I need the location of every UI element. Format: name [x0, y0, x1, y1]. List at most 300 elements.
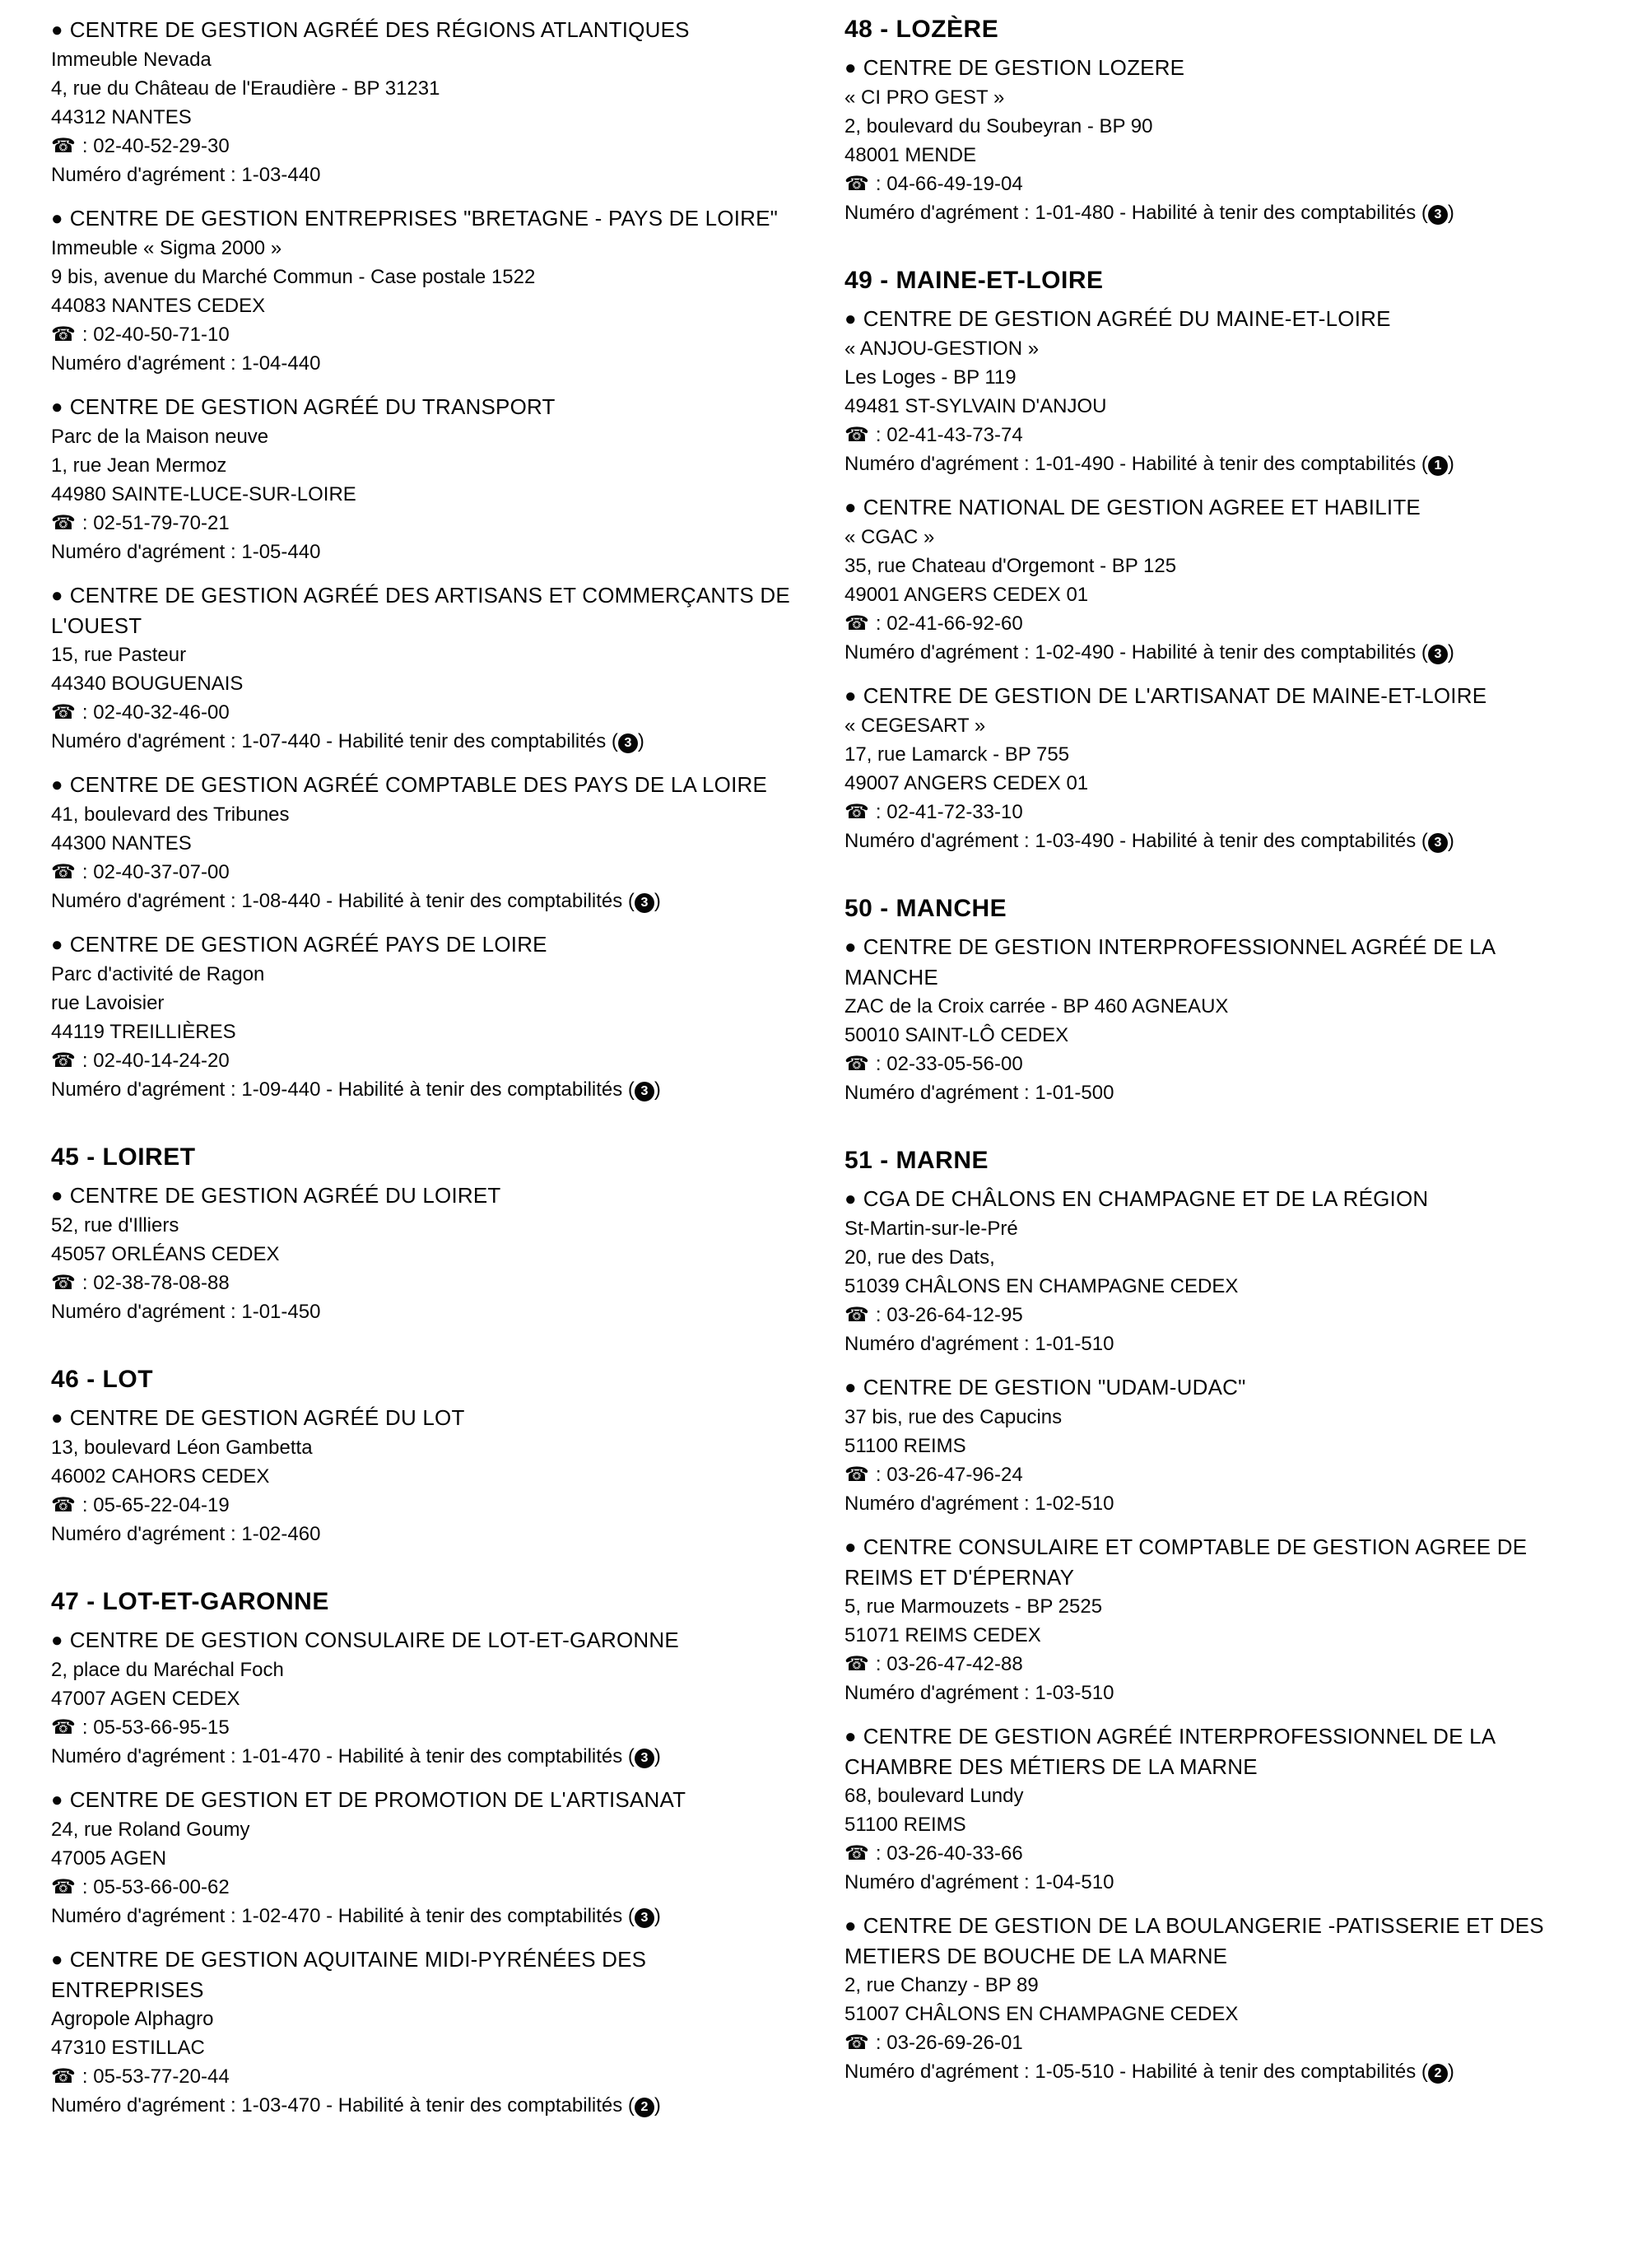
- phone-line: [51, 1491, 792, 1520]
- phone-line: [844, 1050, 1585, 1078]
- habilitation-close: ): [654, 2094, 661, 2117]
- habilitation-number-icon: 3: [1428, 205, 1448, 225]
- habilitation-number-icon: 3: [1428, 833, 1448, 853]
- entry-name-line: [844, 1532, 1585, 1592]
- department-heading: 49 - MAINE-ET-LOIRE: [844, 267, 1104, 294]
- address-line: 44119 TREILLIÈRES: [51, 1021, 236, 1043]
- agreement-label: Numéro d'agrément :: [51, 1523, 236, 1545]
- phone-line: [51, 320, 792, 349]
- department-section: [51, 1143, 792, 1327]
- entry-name: CENTRE DE GESTION ET DE PROMOTION DE L'ARTISANAT: [69, 1787, 686, 1812]
- address-line: 5, rue Marmouzets - BP 2525: [844, 1595, 1103, 1618]
- directory-entry: [844, 304, 1585, 479]
- habilitation-number-icon: 3: [1428, 645, 1448, 664]
- agreement-line: [844, 1868, 1585, 1898]
- directory-entry: [51, 15, 792, 190]
- right-column: [844, 15, 1585, 2125]
- bullet-icon: ●: [844, 308, 857, 330]
- left-sections: [51, 1143, 792, 2121]
- bullet-icon: ●: [51, 1185, 63, 1207]
- bullet-icon: ●: [51, 1407, 63, 1429]
- department-heading: 46 - LOT: [51, 1366, 154, 1393]
- entry-name: CENTRE DE GESTION DE LA BOULANGERIE -PATISSERIE ET DES METIERS DE BOUCHE DE LA MARNE: [844, 1913, 1544, 1968]
- habilitation-close: ): [1447, 2061, 1454, 2083]
- address-line: 49481 ST-SYLVAIN D'ANJOU: [844, 395, 1107, 417]
- agreement-line: [51, 349, 792, 379]
- agreement-number: 1-02-510: [1035, 1493, 1114, 1515]
- agreement-label: Numéro d'agrément :: [51, 730, 236, 752]
- bullet-icon: ●: [51, 1789, 63, 1811]
- directory-entry: [844, 1911, 1585, 2087]
- phone-line: [51, 1873, 792, 1902]
- address-line: 45057 ORLÉANS CEDEX: [51, 1243, 280, 1265]
- phone-line: [844, 1650, 1585, 1679]
- entry-name: CENTRE DE GESTION AQUITAINE MIDI-PYRÉNÉES DES ENTREPRISES: [51, 1947, 647, 2002]
- address-line: Les Loges - BP 119: [844, 366, 1017, 389]
- address-line: 44980 SAINTE-LUCE-SUR-LOIRE: [51, 483, 356, 505]
- agreement-line: [844, 1330, 1585, 1359]
- address-line: 51039 CHÂLONS EN CHAMPAGNE CEDEX: [844, 1275, 1239, 1297]
- entry-name: CENTRE DE GESTION AGRÉÉ DU TRANSPORT: [69, 394, 556, 419]
- entry-name-line: [844, 1372, 1585, 1403]
- entry-name: CENTRE DE GESTION AGRÉÉ INTERPROFESSIONNEL DE LA CHAMBRE DES MÉTIERS DE LA MARNE: [844, 1724, 1495, 1779]
- phone-icon: ☎: [51, 135, 76, 157]
- phone-icon: ☎: [51, 2065, 76, 2088]
- bullet-icon: ●: [51, 1629, 63, 1651]
- habilitation-number-icon: 3: [635, 1908, 654, 1928]
- agreement-label: Numéro d'agrément :: [51, 1301, 236, 1323]
- department-continuation: [51, 15, 792, 1105]
- agreement-label: Numéro d'agrément :: [51, 352, 236, 375]
- phone-line: [844, 1839, 1585, 1868]
- phone-line: [51, 509, 792, 538]
- agreement-line: [51, 887, 792, 916]
- agreement-label: Numéro d'agrément :: [844, 1333, 1030, 1355]
- left-intro-entries: [51, 15, 792, 1105]
- entry-name: CGA DE CHÂLONS EN CHAMPAGNE ET DE LA RÉGION: [863, 1186, 1429, 1211]
- directory-entry: [51, 580, 792, 757]
- address-line: Agropole Alphagro: [51, 2008, 214, 2030]
- phone-line: [51, 858, 792, 887]
- phone-number: : 05-65-22-04-19: [81, 1494, 230, 1516]
- directory-entry: [844, 1372, 1585, 1519]
- agreement-label: Numéro d'agrément :: [51, 164, 236, 186]
- agreement-number: 1-02-470 - Habilité à tenir des comptabilités (: [241, 1905, 635, 1927]
- directory-entry: [51, 770, 792, 916]
- address-line: Immeuble Nevada: [51, 49, 212, 71]
- phone-number: : 05-53-77-20-44: [81, 2065, 230, 2088]
- phone-icon: ☎: [844, 1842, 869, 1865]
- directory-entry: [51, 1785, 792, 1931]
- entry-name-line: [844, 53, 1585, 83]
- phone-line: [844, 421, 1585, 449]
- entry-name: CENTRE DE GESTION INTERPROFESSIONNEL AGRÉÉ DE LA MANCHE: [844, 934, 1495, 990]
- phone-number: : 02-40-14-24-20: [81, 1050, 230, 1072]
- agreement-line: [844, 1078, 1585, 1108]
- address-line: Immeuble « Sigma 2000 »: [51, 237, 282, 259]
- phone-number: : 03-26-69-26-01: [875, 2032, 1023, 2054]
- entry-name: CENTRE DE GESTION LOZERE: [863, 55, 1185, 80]
- agreement-line: [51, 538, 792, 567]
- phone-line: [51, 1046, 792, 1075]
- phone-number: : 02-51-79-70-21: [81, 512, 230, 534]
- habilitation-close: ): [654, 1905, 661, 1927]
- address-line: 37 bis, rue des Capucins: [844, 1406, 1063, 1428]
- address-line: « ANJOU-GESTION »: [844, 338, 1040, 360]
- address-line: 2, rue Chanzy - BP 89: [844, 1974, 1039, 1996]
- agreement-number: 1-05-510 - Habilité à tenir des comptabilités (: [1035, 2061, 1428, 2083]
- bullet-icon: ●: [844, 1536, 857, 1558]
- entry-name-line: [51, 770, 792, 800]
- agreement-number: 1-01-450: [241, 1301, 321, 1323]
- phone-line: [844, 2028, 1585, 2057]
- phone-number: : 03-26-47-96-24: [875, 1464, 1023, 1486]
- directory-entry: [844, 1184, 1585, 1359]
- agreement-number: 1-01-470 - Habilité à tenir des comptabilités (: [241, 1745, 635, 1767]
- directory-entry: [844, 53, 1585, 228]
- address-line: 51007 CHÂLONS EN CHAMPAGNE CEDEX: [844, 2003, 1239, 2025]
- entry-name-line: [51, 1403, 792, 1433]
- entry-name: CENTRE DE GESTION AGRÉÉ DES RÉGIONS ATLANTIQUES: [69, 17, 690, 42]
- agreement-number: 1-01-480 - Habilité à tenir des comptabilités (: [1035, 202, 1428, 224]
- phone-line: [51, 2062, 792, 2091]
- bullet-icon: ●: [51, 207, 63, 230]
- entry-name-line: [844, 1721, 1585, 1781]
- agreement-label: Numéro d'agrément :: [51, 1905, 236, 1927]
- entry-name: CENTRE DE GESTION DE L'ARTISANAT DE MAINE-ET-LOIRE: [863, 683, 1487, 708]
- department-section: [844, 894, 1585, 1108]
- agreement-number: 1-03-490 - Habilité à tenir des comptabilités (: [1035, 830, 1428, 852]
- address-line: 47007 AGEN CEDEX: [51, 1688, 240, 1710]
- phone-icon: ☎: [51, 1272, 76, 1294]
- agreement-number: 1-05-440: [241, 541, 321, 563]
- address-line: « CI PRO GEST »: [844, 86, 1005, 109]
- phone-line: [844, 798, 1585, 827]
- directory-entry: [844, 1721, 1585, 1898]
- address-line: 44340 BOUGUENAIS: [51, 673, 244, 695]
- bullet-icon: ●: [844, 1188, 857, 1210]
- bullet-icon: ●: [51, 19, 63, 41]
- phone-number: : 02-41-43-73-74: [875, 424, 1023, 446]
- agreement-label: Numéro d'agrément :: [51, 2094, 236, 2117]
- directory-entry: [51, 1625, 792, 1772]
- entry-name-line: [844, 932, 1585, 992]
- habilitation-number-icon: 3: [635, 893, 654, 913]
- phone-number: : 03-26-64-12-95: [875, 1304, 1023, 1326]
- directory-entry: [51, 1181, 792, 1327]
- phone-number: : 05-53-66-00-62: [81, 1876, 230, 1898]
- entry-name-line: [51, 15, 792, 45]
- phone-number: : 02-33-05-56-00: [875, 1053, 1023, 1075]
- address-line: 51071 REIMS CEDEX: [844, 1624, 1041, 1646]
- entry-name-line: [844, 304, 1585, 334]
- directory-entry: [51, 1944, 792, 2121]
- agreement-label: Numéro d'agrément :: [51, 890, 236, 912]
- phone-number: : 03-26-40-33-66: [875, 1842, 1023, 1865]
- agreement-line: [51, 1902, 792, 1931]
- habilitation-close: ): [1447, 453, 1454, 475]
- address-line: 68, boulevard Lundy: [844, 1785, 1024, 1807]
- entry-name-line: [51, 929, 792, 960]
- agreement-number: 1-01-510: [1035, 1333, 1114, 1355]
- address-line: 44312 NANTES: [51, 106, 192, 128]
- agreement-number: 1-04-440: [241, 352, 321, 375]
- address-line: 13, boulevard Léon Gambetta: [51, 1437, 313, 1459]
- agreement-line: [51, 1520, 792, 1549]
- entry-name: CENTRE NATIONAL DE GESTION AGREE ET HABILITE: [863, 495, 1421, 519]
- agreement-label: Numéro d'agrément :: [844, 2061, 1030, 2083]
- department-heading: 50 - MANCHE: [844, 895, 1007, 922]
- directory-entry: [51, 929, 792, 1105]
- phone-icon: ☎: [51, 1876, 76, 1898]
- address-line: 17, rue Lamarck - BP 755: [844, 743, 1070, 766]
- address-line: 48001 MENDE: [844, 144, 977, 166]
- department-section: [51, 1365, 792, 1549]
- department-heading: 47 - LOT-ET-GARONNE: [51, 1588, 329, 1615]
- address-line: 24, rue Roland Goumy: [51, 1819, 250, 1841]
- phone-icon: ☎: [51, 1494, 76, 1516]
- address-line: 52, rue d'Illiers: [51, 1214, 179, 1236]
- agreement-line: [844, 827, 1585, 856]
- directory-entry: [844, 681, 1585, 856]
- entry-name-line: [51, 203, 792, 234]
- agreement-number: 1-07-440 - Habilité tenir des comptabilités (: [241, 730, 618, 752]
- address-line: « CEGESART »: [844, 715, 986, 737]
- phone-line: [844, 1460, 1585, 1489]
- phone-number: : 02-40-32-46-00: [81, 701, 230, 724]
- agreement-label: Numéro d'agrément :: [844, 1493, 1030, 1515]
- directory-entry: [844, 492, 1585, 668]
- phone-icon: ☎: [51, 1050, 76, 1072]
- agreement-line: [51, 1297, 792, 1327]
- entry-name: CENTRE DE GESTION AGRÉÉ DU LOIRET: [69, 1183, 501, 1208]
- agreement-line: [51, 161, 792, 190]
- habilitation-close: ): [1447, 830, 1454, 852]
- habilitation-number-icon: 3: [618, 733, 638, 753]
- address-line: Parc de la Maison neuve: [51, 426, 269, 448]
- agreement-number: 1-03-440: [241, 164, 321, 186]
- directory-entry: [844, 1532, 1585, 1708]
- agreement-line: [844, 638, 1585, 668]
- entry-name-line: [844, 492, 1585, 523]
- agreement-label: Numéro d'agrément :: [51, 1745, 236, 1767]
- entry-name: CENTRE DE GESTION AGRÉÉ DU MAINE-ET-LOIRE: [863, 306, 1391, 331]
- phone-icon: ☎: [51, 1716, 76, 1739]
- address-line: 47310 ESTILLAC: [51, 2037, 205, 2059]
- agreement-label: Numéro d'agrément :: [844, 1871, 1030, 1893]
- phone-icon: ☎: [844, 1304, 869, 1326]
- habilitation-close: ): [637, 730, 644, 752]
- bullet-icon: ●: [51, 934, 63, 956]
- entry-name: CENTRE DE GESTION AGRÉÉ PAYS DE LOIRE: [69, 932, 547, 957]
- entry-name-line: [51, 1944, 792, 2005]
- address-line: 51100 REIMS: [844, 1814, 966, 1836]
- agreement-label: Numéro d'agrément :: [844, 641, 1030, 664]
- entry-name: CENTRE DE GESTION AGRÉÉ DES ARTISANS ET COMMERÇANTS DE L'OUEST: [51, 583, 790, 638]
- bullet-icon: ●: [844, 496, 857, 519]
- department-section: [844, 15, 1585, 228]
- phone-icon: ☎: [844, 612, 869, 635]
- address-line: rue Lavoisier: [51, 992, 165, 1014]
- phone-line: [844, 609, 1585, 638]
- address-line: 41, boulevard des Tribunes: [51, 803, 290, 826]
- habilitation-close: ): [1447, 202, 1454, 224]
- habilitation-close: ): [654, 1078, 661, 1101]
- bullet-icon: ●: [844, 1376, 857, 1399]
- phone-icon: ☎: [51, 861, 76, 883]
- agreement-number: 1-03-470 - Habilité à tenir des comptabilités (: [241, 2094, 635, 2117]
- agreement-line: [844, 449, 1585, 479]
- bullet-icon: ●: [844, 57, 857, 79]
- right-sections: [844, 15, 1585, 2087]
- address-line: St-Martin-sur-le-Pré: [844, 1218, 1018, 1240]
- address-line: « CGAC »: [844, 526, 935, 548]
- agreement-label: Numéro d'agrément :: [51, 541, 236, 563]
- directory-entry: [51, 1403, 792, 1549]
- address-line: 2, boulevard du Soubeyran - BP 90: [844, 115, 1153, 137]
- bullet-icon: ●: [51, 774, 63, 796]
- phone-number: : 02-40-50-71-10: [81, 324, 230, 346]
- directory-page: [51, 15, 1598, 2254]
- entry-name: CENTRE CONSULAIRE ET COMPTABLE DE GESTION AGREE DE REIMS ET D'ÉPERNAY: [844, 1535, 1528, 1590]
- agreement-number: 1-04-510: [1035, 1871, 1114, 1893]
- habilitation-number-icon: 3: [635, 1749, 654, 1768]
- phone-line: [51, 1713, 792, 1742]
- directory-entry: [51, 392, 792, 567]
- agreement-number: 1-01-500: [1035, 1082, 1114, 1104]
- entry-name-line: [51, 1785, 792, 1815]
- agreement-number: 1-09-440 - Habilité à tenir des comptabilités (: [241, 1078, 635, 1101]
- address-line: 1, rue Jean Mermoz: [51, 454, 227, 477]
- agreement-number: 1-02-460: [241, 1523, 321, 1545]
- bullet-icon: ●: [51, 584, 63, 607]
- department-section: [51, 1587, 792, 2121]
- department-heading: 48 - LOZÈRE: [844, 16, 999, 43]
- agreement-number: 1-02-490 - Habilité à tenir des comptabilités (: [1035, 641, 1428, 664]
- address-line: 4, rue du Château de l'Eraudière - BP 31231: [51, 77, 440, 100]
- address-line: 9 bis, avenue du Marché Commun - Case postale 1522: [51, 266, 536, 288]
- agreement-label: Numéro d'agrément :: [844, 202, 1030, 224]
- agreement-label: Numéro d'agrément :: [51, 1078, 236, 1101]
- habilitation-number-icon: 2: [1428, 2064, 1448, 2084]
- phone-number: : 02-40-52-29-30: [81, 135, 230, 157]
- bullet-icon: ●: [51, 1949, 63, 1971]
- agreement-line: [51, 2091, 792, 2121]
- agreement-number: 1-08-440 - Habilité à tenir des comptabilités (: [241, 890, 635, 912]
- phone-number: : 03-26-47-42-88: [875, 1653, 1023, 1675]
- entry-name-line: [844, 1184, 1585, 1214]
- phone-icon: ☎: [844, 2032, 869, 2054]
- phone-icon: ☎: [51, 701, 76, 724]
- bullet-icon: ●: [844, 1915, 857, 1937]
- phone-icon: ☎: [844, 1653, 869, 1675]
- entry-name: CENTRE DE GESTION AGRÉÉ COMPTABLE DES PAYS DE LA LOIRE: [69, 772, 768, 797]
- address-line: ZAC de la Croix carrée - BP 460 AGNEAUX: [844, 995, 1229, 1018]
- entry-name-line: [844, 1911, 1585, 1971]
- address-line: 15, rue Pasteur: [51, 644, 187, 666]
- address-line: 44083 NANTES CEDEX: [51, 295, 266, 317]
- phone-icon: ☎: [51, 512, 76, 534]
- address-line: 46002 CAHORS CEDEX: [51, 1465, 270, 1488]
- agreement-label: Numéro d'agrément :: [844, 1682, 1030, 1704]
- agreement-line: [844, 198, 1585, 228]
- entry-name-line: [51, 1625, 792, 1656]
- directory-entry: [51, 203, 792, 379]
- entry-name-line: [844, 681, 1585, 711]
- phone-line: [844, 1301, 1585, 1330]
- phone-number: : 02-41-66-92-60: [875, 612, 1023, 635]
- bullet-icon: ●: [51, 396, 63, 418]
- bullet-icon: ●: [844, 685, 857, 707]
- address-line: 50010 SAINT-LÔ CEDEX: [844, 1024, 1069, 1046]
- entry-name: CENTRE DE GESTION "UDAM-UDAC": [863, 1375, 1246, 1399]
- agreement-label: Numéro d'agrément :: [844, 830, 1030, 852]
- address-line: 20, rue des Dats,: [844, 1246, 995, 1269]
- habilitation-number-icon: 3: [635, 1082, 654, 1101]
- habilitation-number-icon: 2: [635, 2098, 654, 2117]
- address-line: 49007 ANGERS CEDEX 01: [844, 772, 1089, 794]
- department-heading: 51 - MARNE: [844, 1147, 989, 1174]
- phone-number: : 04-66-49-19-04: [875, 173, 1023, 195]
- habilitation-close: ): [654, 890, 661, 912]
- entry-name-line: [51, 392, 792, 422]
- phone-number: : 02-41-72-33-10: [875, 801, 1023, 823]
- agreement-line: [844, 1489, 1585, 1519]
- habilitation-close: ): [654, 1745, 661, 1767]
- phone-number: : 02-38-78-08-88: [81, 1272, 230, 1294]
- phone-line: [844, 170, 1585, 198]
- agreement-line: [844, 2057, 1585, 2087]
- left-column: [51, 15, 792, 2159]
- department-section: [844, 266, 1585, 856]
- phone-line: [51, 132, 792, 161]
- entry-name: CENTRE DE GESTION AGRÉÉ DU LOT: [69, 1405, 465, 1430]
- agreement-label: Numéro d'agrément :: [844, 453, 1030, 475]
- phone-number: : 02-40-37-07-00: [81, 861, 230, 883]
- entry-name: CENTRE DE GESTION ENTREPRISES "BRETAGNE - PAYS DE LOIRE": [69, 206, 779, 231]
- agreement-label: Numéro d'agrément :: [844, 1082, 1030, 1104]
- phone-icon: ☎: [844, 1053, 869, 1075]
- entry-name: CENTRE DE GESTION CONSULAIRE DE LOT-ET-GARONNE: [69, 1628, 679, 1652]
- address-line: 49001 ANGERS CEDEX 01: [844, 584, 1089, 606]
- agreement-number: 1-03-510: [1035, 1682, 1114, 1704]
- phone-number: : 05-53-66-95-15: [81, 1716, 230, 1739]
- address-line: 2, place du Maréchal Foch: [51, 1659, 284, 1681]
- agreement-line: [51, 1075, 792, 1105]
- phone-line: [51, 698, 792, 727]
- department-section: [844, 1146, 1585, 2087]
- entry-name-line: [51, 1181, 792, 1211]
- agreement-number: 1-01-490 - Habilité à tenir des comptabilités (: [1035, 453, 1428, 475]
- address-line: Parc d'activité de Ragon: [51, 963, 265, 985]
- habilitation-close: ): [1447, 641, 1454, 664]
- agreement-line: [844, 1679, 1585, 1708]
- phone-icon: ☎: [844, 424, 869, 446]
- address-line: 51100 REIMS: [844, 1435, 966, 1457]
- agreement-line: [51, 727, 792, 757]
- address-line: 35, rue Chateau d'Orgemont - BP 125: [844, 555, 1177, 577]
- bullet-icon: ●: [844, 1725, 857, 1748]
- phone-icon: ☎: [844, 173, 869, 195]
- department-heading: 45 - LOIRET: [51, 1143, 196, 1171]
- address-line: 44300 NANTES: [51, 832, 192, 855]
- phone-line: [51, 1269, 792, 1297]
- habilitation-number-icon: 1: [1428, 456, 1448, 476]
- phone-icon: ☎: [844, 801, 869, 823]
- entry-name-line: [51, 580, 792, 640]
- directory-entry: [844, 932, 1585, 1108]
- phone-icon: ☎: [844, 1464, 869, 1486]
